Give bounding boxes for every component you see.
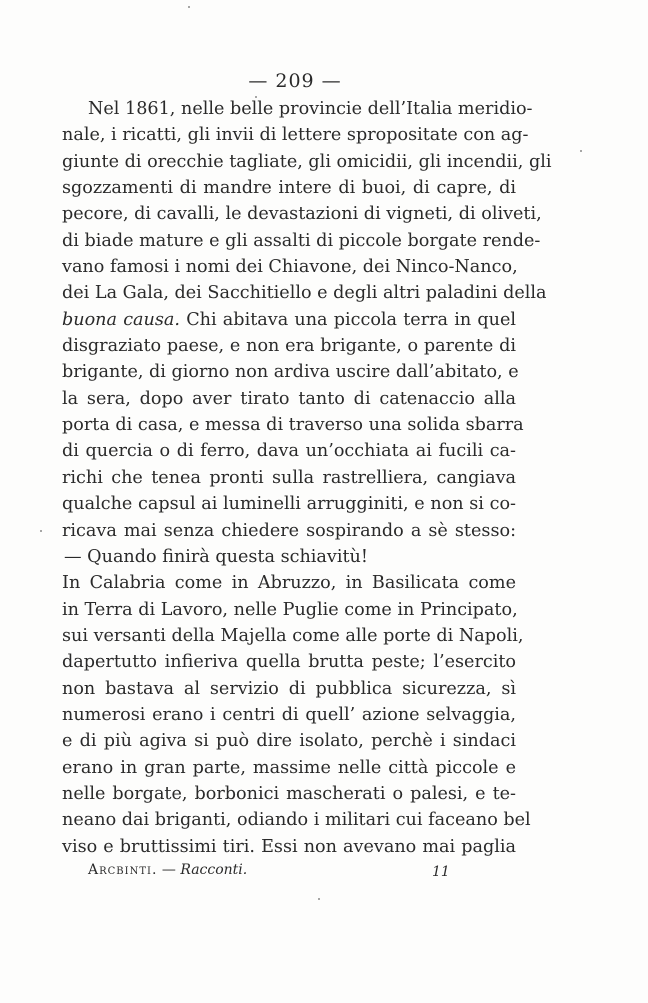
italic-phrase: buona causa. [62,309,180,330]
footer-title: Racconti. [180,862,248,878]
text-line: di biade mature e gli assalti di piccole borgate rende- [62,230,541,251]
page-number: — 209 — [248,70,342,92]
scan-speck [188,6,190,8]
text-line: qualche capsul ai luminelli arrugginiti, e non si co- [62,494,516,515]
text-line: ricava mai senza chiedere sospirando a sè stesso: [62,520,516,541]
text-line: porta di casa, e messa di traverso una solida sbarra [62,415,524,436]
text-line: in Terra di Lavoro, nelle Puglie come in Principato, [62,599,518,620]
body-text [62,96,552,860]
text-line: neano dai briganti, odiando i militari cui faceano bel [62,810,531,831]
text-line: giunte di orecchie tagliate, gli omicidii, gli incendii, gli [62,151,552,172]
text-line: brigante, di giorno non ardiva uscire dall’abitato, e [62,362,519,383]
scan-speck [580,150,582,152]
text-line: e di più agiva si può dire isolato, perchè i sindaci [62,731,516,752]
text-line: nale, i ricatti, gli invii di lettere spropositate con ag- [62,125,529,146]
footer-author: Arcbinti. [88,862,158,878]
text-line: Nel 1861, nelle belle provincie dell’Italia meridio- [88,99,533,119]
text-line: erano in gran parte, massime nelle città piccole e [62,757,516,778]
dialogue-line: — Quando finirà questa schiavitù! [64,546,368,567]
scan-speck [318,898,320,900]
text-line: di quercia o di ferro, dava un’occhiata ai fucili ca- [62,441,516,462]
text-line: dei La Gala, dei Sacchitiello e degli altri paladini della [62,283,547,304]
text-line: dapertutto infieriva quella brutta peste; l’esercito [62,652,516,673]
text-line: numerosi erano i centri di quell’ azione selvaggia, [62,704,516,725]
text-line: disgraziato paese, e non era brigante, o parente di [62,336,516,357]
text-line: In Calabria come in Abruzzo, in Basilicata come [62,573,516,594]
text-line: nelle borgate, borbonici mascherati o palesi, e te- [62,783,516,804]
text-line: non bastava al servizio di pubblica sicurezza, sì [62,678,516,699]
signature-mark: 11 [432,864,450,880]
text-line: sgozzamenti di mandre intere di buoi, di capre, di [62,178,516,199]
text-line: viso e bruttissimi tiri. Essi non avevano mai paglia [62,836,516,857]
text-line-with-italic: buona causa. Chi abitava una piccola terra in quel [62,309,516,330]
scan-speck [255,96,257,98]
text-line: richi che tenea pronti sulla rastrelliera, cangiava [62,467,516,488]
text-line: pecore, di cavalli, le devastazioni di vigneti, di oliveti, [62,204,542,225]
text-line: vano famosi i nomi dei Chiavone, dei Ninco-Nanco, [62,257,518,278]
scan-speck [40,530,42,532]
text-line: la sera, dopo aver tirato tanto di catenaccio alla [62,388,516,409]
page-footer [88,862,468,878]
footer-separator: — [157,862,181,878]
text-line: sui versanti della Majella come alle porte di Napoli, [62,625,524,646]
